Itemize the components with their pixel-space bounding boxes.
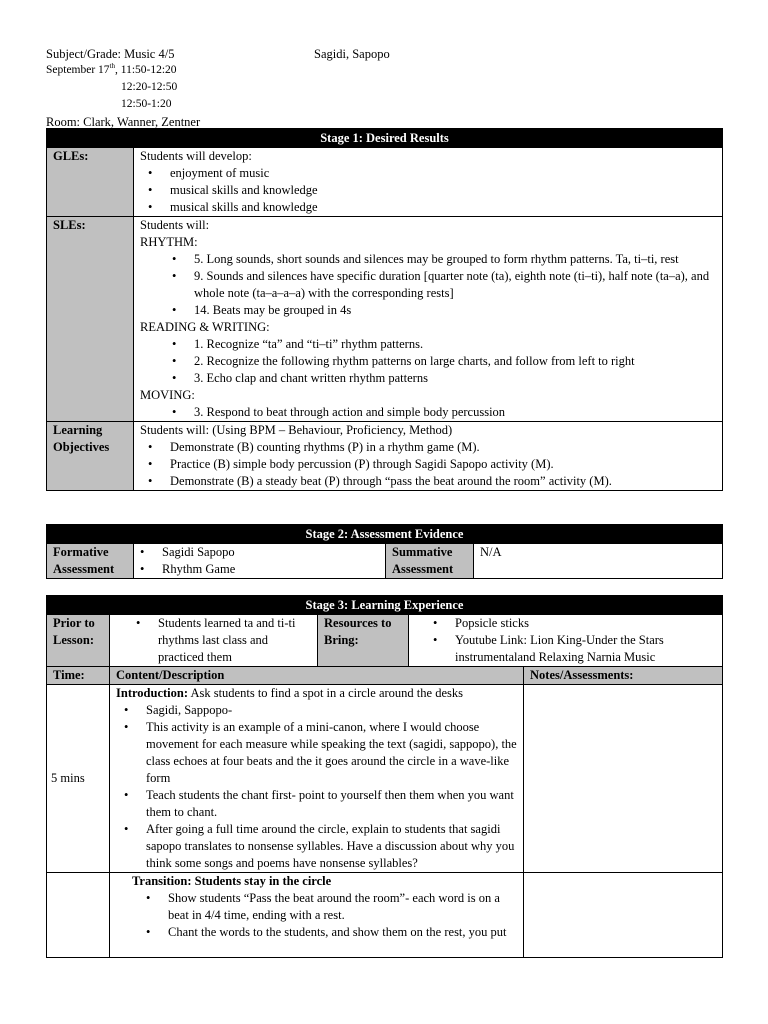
time-slot-1: , 11:50-12:20: [115, 64, 177, 76]
list-item: • Popsicle sticks: [447, 615, 716, 632]
resources-label: Resources to Bring:: [318, 615, 409, 667]
gles-cell: [134, 148, 723, 217]
row1-notes: [524, 685, 723, 873]
list-item: • musical skills and knowledge: [162, 182, 716, 199]
stage2-table: [46, 524, 723, 579]
list-item: • Youtube Link: Lion King-Under the Stars instrumentaland Relaxing Narnia Music: [447, 632, 716, 666]
formative-list: [140, 544, 379, 578]
list-item: • Show students “Pass the beat around the room”- each word is on a beat in 4/4 time, ending with a rest.: [160, 890, 517, 924]
learning-objectives-cell: [134, 422, 723, 491]
list-item: • Sagidi Sapopo: [154, 544, 379, 561]
rhythm-heading: RHYTHM:: [140, 235, 198, 249]
introduction-cell: [110, 685, 524, 873]
formative-label: Formative Assessment: [47, 544, 134, 579]
transition-list: [116, 890, 517, 941]
col-time: Time:: [47, 667, 110, 685]
summative-label: Summative Assessment: [386, 544, 474, 579]
lo-intro: Students will: (Using BPM – Behaviour, Proficiency, Method): [140, 423, 453, 437]
introduction-list: [116, 702, 517, 872]
list-item: • 1. Recognize “ta” and “ti–ti” rhythm patterns.: [186, 336, 716, 353]
transition-cell: [110, 873, 524, 958]
stage1-title: Stage 1: Desired Results: [47, 129, 723, 148]
list-item: • Practice (B) simple body percussion (P) through Sagidi Sapopo activity (M).: [162, 456, 716, 473]
resources-cell: [409, 615, 723, 667]
introduction-label: Introduction:: [116, 686, 189, 700]
introduction-line: [116, 685, 517, 702]
col-notes: Notes/Assessments:: [524, 667, 723, 685]
summative-value: N/A: [474, 544, 723, 579]
room-line: Room: Clark, Wanner, Zentner: [46, 115, 201, 129]
list-item: • 3. Echo clap and chant written rhythm patterns: [186, 370, 716, 387]
list-item: • enjoyment of music: [162, 165, 716, 182]
lesson-header: [46, 46, 726, 131]
stage1-table: [46, 128, 723, 491]
reading-heading: READING & WRITING:: [140, 320, 270, 334]
moving-heading: MOVING:: [140, 388, 195, 402]
lesson-names: Sagidi, Sapopo: [314, 47, 390, 61]
list-item: • After going a full time around the circle, explain to students that sagidi sapopo translates to nonsense syllables. Have a discussion about why you think some songs and poems have nonsense syllables?: [138, 821, 517, 872]
resources-list: [415, 615, 716, 666]
prior-list: [116, 615, 311, 666]
learning-objectives-label: Learning Objectives: [47, 422, 134, 491]
row2-notes: [524, 873, 723, 958]
list-item: • 5. Long sounds, short sounds and silences may be grouped to form rhythm patterns. Ta, ti–ti, rest: [186, 251, 716, 268]
introduction-text: Ask students to find a spot in a circle around the desks: [188, 686, 463, 700]
list-item: • Chant the words to the students, and show them on the rest, you put: [160, 924, 517, 941]
transition-label: Transition: Students stay in the circle: [132, 874, 332, 888]
list-item: • Students learned ta and ti-ti rhythms last class and practiced them: [150, 615, 311, 666]
stage2-title: Stage 2: Assessment Evidence: [47, 525, 723, 544]
list-item: • 14. Beats may be grouped in 4s: [186, 302, 716, 319]
list-item: • Demonstrate (B) a steady beat (P) through “pass the beat around the room” activity (M).: [162, 473, 716, 490]
sles-cell: [134, 217, 723, 422]
list-item: • This activity is an example of a mini-canon, where I would choose movement for each measure while speaking the text (sagidi, sappopo), the class echoes at four beats and the it goes around the circle in a wave-like form: [138, 719, 517, 787]
prior-lesson-cell: [110, 615, 318, 667]
gles-label: GLEs:: [47, 148, 134, 217]
list-item: • Demonstrate (B) counting rhythms (P) in a rhythm game (M).: [162, 439, 716, 456]
list-item: • Sagidi, Sappopo-: [138, 702, 517, 719]
time-slot-3: 12:50-1:20: [121, 98, 172, 110]
rhythm-list: [140, 251, 716, 319]
prior-lesson-label: Prior to Lesson:: [47, 615, 110, 667]
reading-list: [140, 336, 716, 387]
sles-intro: Students will:: [140, 218, 210, 232]
list-item: • 9. Sounds and silences have specific duration [quarter note (ta), eighth note (ti–ti), half note (ta–a), and whole note (ta–a–a–a) with the corresponding rests]: [186, 268, 716, 302]
subject-grade: Subject/Grade: Music 4/5: [46, 47, 175, 61]
list-item: • Teach students the chant first- point to yourself then them when you want them to chant.: [138, 787, 517, 821]
date-line: [46, 63, 726, 80]
col-content: Content/Description: [110, 667, 524, 685]
list-item: • musical skills and knowledge: [162, 199, 716, 216]
stage3-table: [46, 595, 723, 958]
lo-list: [140, 439, 716, 490]
row1-time: 5 mins: [47, 685, 110, 873]
list-item: • 2. Recognize the following rhythm patterns on large charts, and follow from left to right: [186, 353, 716, 370]
stage3-title: Stage 3: Learning Experience: [47, 596, 723, 615]
row2-time: [47, 873, 110, 958]
moving-list: [140, 404, 716, 421]
date-suffix: th: [109, 62, 116, 71]
formative-cell: [134, 544, 386, 579]
time-slot-2: 12:20-12:50: [121, 81, 178, 93]
date: September 17: [46, 64, 110, 76]
sles-label: SLEs:: [47, 217, 134, 422]
list-item: • Rhythm Game: [154, 561, 379, 578]
gles-intro: Students will develop:: [140, 149, 252, 163]
list-item: • 3. Respond to beat through action and simple body percussion: [186, 404, 716, 421]
gles-list: [140, 165, 716, 216]
